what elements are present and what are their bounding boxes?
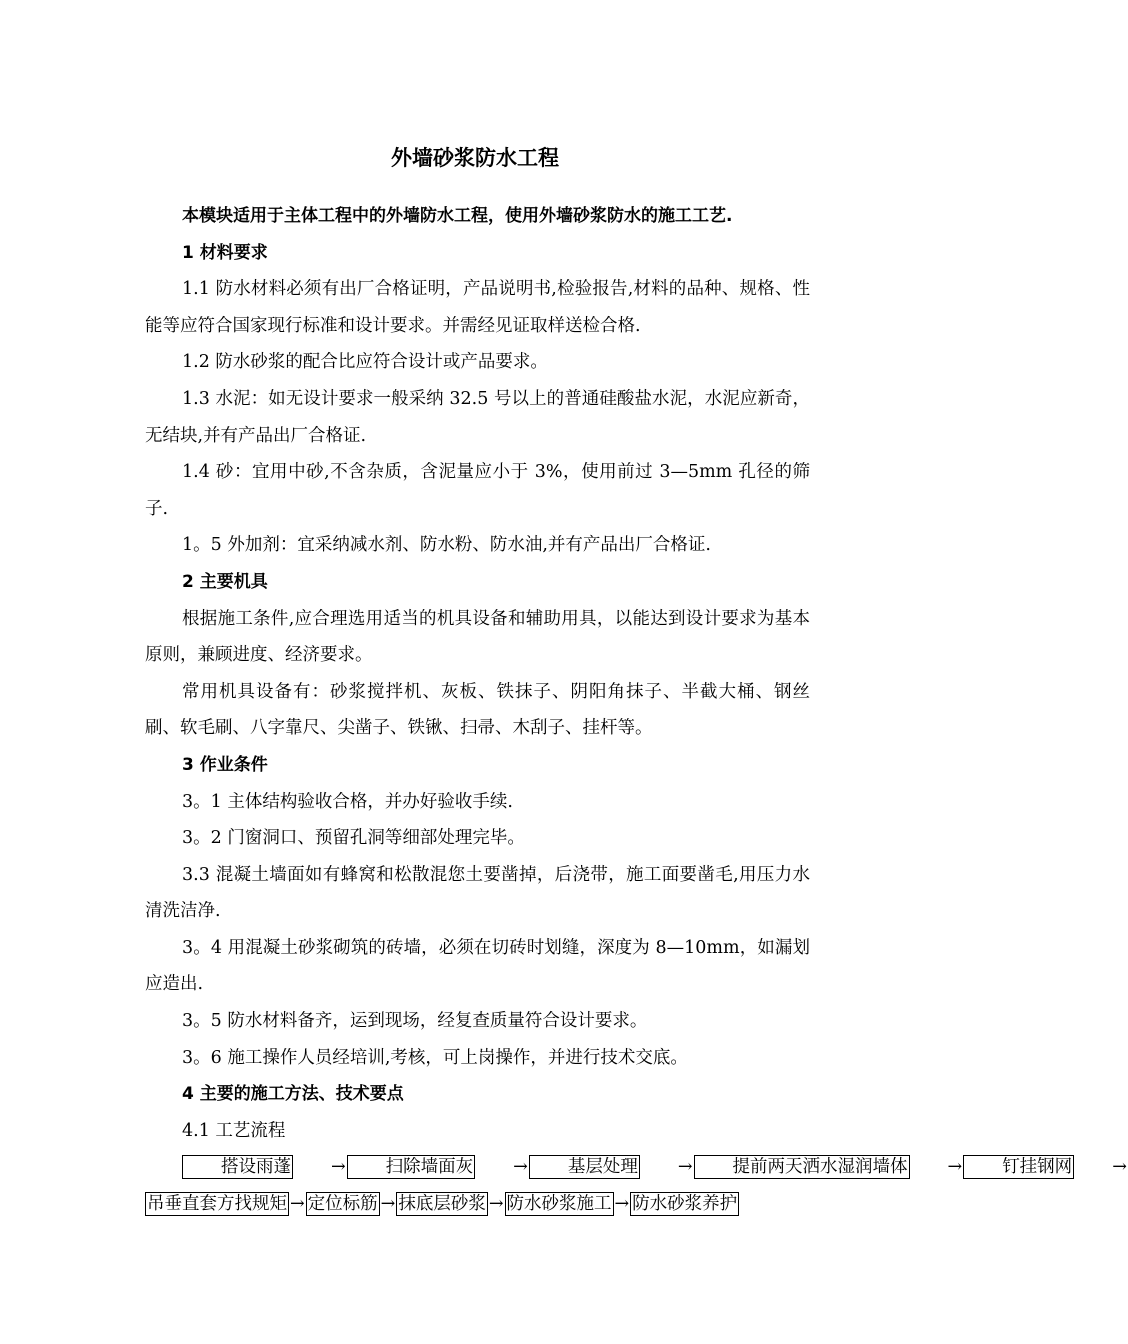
process-step-box: 基层处理 [529, 1155, 640, 1179]
process-step-box: 钉挂钢网 [963, 1155, 1074, 1179]
arrow-right-icon: → [380, 1194, 396, 1215]
document-title: 外墙砂浆防水工程 [391, 146, 559, 170]
paragraph: 3.3 混凝土墙面如有蜂窝和松散混您土要凿掉，后浇带，施工面要凿毛,用压力水清洗洁净. [145, 864, 810, 922]
paragraph: 3。2 门窗洞口、预留孔洞等细部处理完毕。 [182, 828, 525, 849]
paragraph: 1.2 防水砂浆的配合比应符合设计或产品要求。 [182, 352, 548, 373]
arrow-right-icon: → [331, 1157, 346, 1178]
process-flow-line-1 [145, 1149, 1127, 1186]
section-heading: 2 主要机具 [182, 571, 268, 592]
paragraph: 1.4 砂：宜用中砂,不含杂质，含泥量应小于 3%，使用前过 3—5mm 孔径的筛子. [145, 462, 810, 519]
section-heading: 1 材料要求 [182, 242, 268, 263]
paragraph: 1。5 外加剂：宜采纳减水剂、防水粉、防水油,并有产品出厂合格证. [182, 535, 711, 556]
arrow-right-icon: → [614, 1194, 630, 1215]
paragraph: 3。5 防水材料备齐，运到现场，经复查质量符合设计要求。 [182, 1011, 648, 1032]
process-step-box: 吊垂直套方找规矩 [147, 1194, 287, 1215]
paragraph: 4.1 工艺流程 [182, 1120, 286, 1141]
arrow-right-icon: → [1112, 1157, 1127, 1178]
arrow-right-icon: → [947, 1157, 963, 1178]
arrow-right-icon: → [488, 1194, 504, 1215]
process-step-box: 搭设雨蓬 [182, 1155, 293, 1179]
process-step-box: 防水砂浆施工 [506, 1194, 612, 1215]
arrow-right-icon: → [290, 1194, 305, 1215]
process-step-box: 抹底层砂浆 [398, 1194, 486, 1215]
paragraph: 3。4 用混凝土砂浆砌筑的砖墙，必须在切砖时划缝，深度为 8—10mm，如漏划应造出. [145, 937, 810, 995]
section-heading: 4 主要的施工方法、技术要点 [182, 1084, 404, 1105]
process-step-box: 扫除墙面灰 [347, 1155, 476, 1179]
process-step-box: 防水砂浆养护 [632, 1194, 738, 1215]
paragraph: 3。6 施工操作人员经培训,考核，可上岗操作，并进行技术交底。 [182, 1047, 688, 1068]
paragraph: 常用机具设备有：砂浆搅拌机、灰板、铁抹子、阴阳角抹子、半截大桶、钢丝刷、软毛刷、八字靠尺、尖凿子、铁锹、扫帚、木刮子、挂杆等。 [145, 681, 810, 739]
document-body [145, 198, 1127, 1223]
arrow-right-icon: → [513, 1157, 528, 1178]
paragraph: 1.1 防水材料必须有出厂合格证明，产品说明书,检验报告,材料的品种、规格、性能等应符合国家现行标准和设计要求。并需经见证取样送检合格. [145, 279, 810, 336]
process-flow-line-2 [145, 1186, 810, 1223]
process-step-box: 定位标筋 [307, 1194, 378, 1215]
section-heading: 本模块适用于主体工程中的外墙防水工程，使用外墙砂浆防水的施工工艺. [182, 206, 733, 226]
arrow-right-icon: → [677, 1157, 693, 1178]
paragraph-list [145, 198, 810, 1149]
section-heading: 3 作业条件 [182, 754, 268, 775]
paragraph: 1.3 水泥：如无设计要求一般采纳 32.5 号以上的普通硅酸盐水泥，水泥应新奇，无结块,并有产品出厂合格证. [145, 388, 810, 446]
paragraph: 根据施工条件,应合理选用适当的机具设备和辅助用具，以能达到设计要求为基本原则，兼顾进度、经济要求。 [145, 608, 810, 666]
paragraph: 3。1 主体结构验收合格，并办好验收手续. [182, 791, 513, 812]
process-step-box: 提前两天洒水湿润墙体 [694, 1155, 910, 1179]
